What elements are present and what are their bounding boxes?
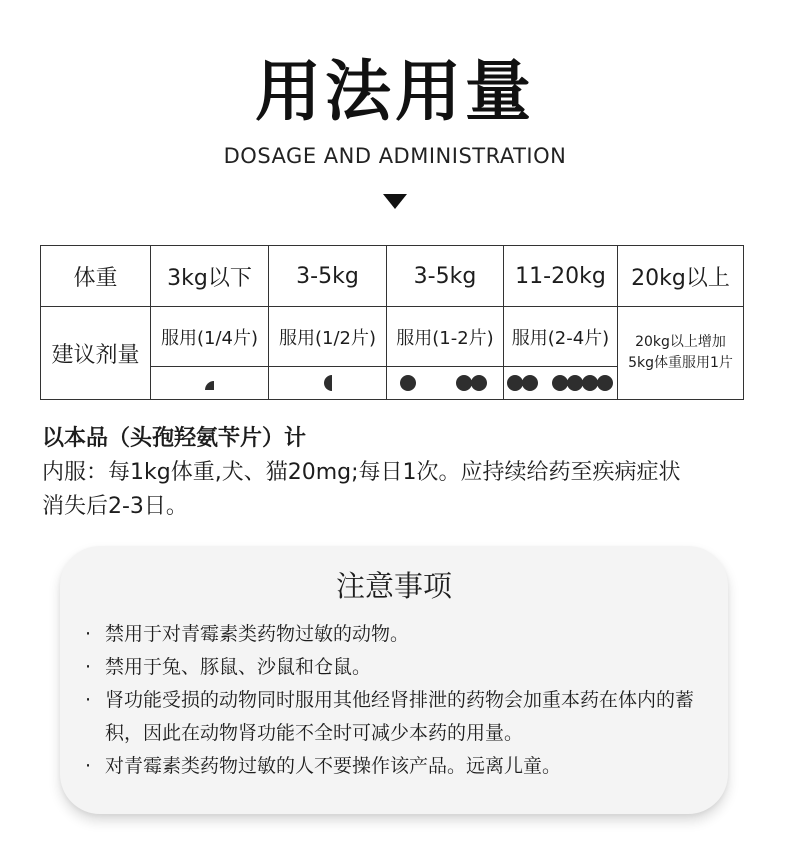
dose-cell: 服用(1/2片) (269, 307, 387, 367)
precautions-list (82, 618, 712, 783)
pill-cell (151, 367, 269, 400)
tablet-group-max (553, 375, 613, 391)
list-item-text: 肾功能受损的动物同时服用其他经肾排泄的药物会加重本药在体内的蓄积，因此在动物肾功能不全时可减少本药的用量。 (105, 689, 695, 744)
dose-cell: 服用(2-4片) (504, 307, 618, 367)
tablet-icon (507, 375, 523, 391)
bullet-icon: · (85, 623, 92, 645)
list-item-text: 禁用于兔、豚鼠、沙鼠和仓鼠。 (105, 656, 372, 678)
list-item-text: 对青霉素类药物过敏的人不要操作该产品。远离儿童。 (105, 755, 562, 777)
tablet-group-max (457, 375, 487, 391)
tablet-icon (552, 375, 568, 391)
tablet-icon (400, 375, 416, 391)
usage-line: 内服：每1kg体重,犬、猫20mg;每日1次。应持续给药至疾病症状 (42, 460, 681, 485)
bullet-icon: · (85, 656, 92, 678)
weight-cell: 3kg以下 (151, 246, 269, 307)
tablet-icon (567, 375, 583, 391)
tablet-group-min (401, 375, 416, 391)
list-item-text: 禁用于对青霉素类药物过敏的动物。 (105, 623, 410, 645)
dose-cell: 服用(1-2片) (387, 307, 504, 367)
dose-note-line: 20kg以上增加 (635, 334, 726, 350)
pill-row (387, 367, 503, 399)
dose-note-line: 5kg体重服用1片 (628, 355, 733, 371)
bullet-icon: · (85, 755, 92, 777)
half-tablet-icon (324, 375, 332, 391)
pill-cell (504, 367, 618, 400)
list-item (82, 651, 712, 684)
pill-row (504, 367, 617, 399)
pill-row (151, 367, 268, 399)
list-item (82, 618, 712, 651)
bullet-icon: · (85, 689, 92, 711)
dosage-table (40, 245, 744, 400)
tablet-icon (471, 375, 487, 391)
tablet-icon (582, 375, 598, 391)
weight-cell: 11-20kg (504, 246, 618, 307)
list-item (82, 684, 712, 750)
precautions-title: 注意事项 (335, 569, 452, 603)
pill-cell (269, 367, 387, 400)
weight-header: 体重 (41, 246, 151, 307)
weight-cell: 3-5kg (387, 246, 504, 307)
quarter-tablet-icon (205, 381, 214, 390)
usage-line: 消失后2-3日。 (42, 494, 188, 519)
weight-cell: 3-5kg (269, 246, 387, 307)
weight-cell: 20kg以上 (618, 246, 744, 307)
page-subtitle: DOSAGE AND ADMINISTRATION (223, 144, 567, 168)
tablet-icon (597, 375, 613, 391)
tablet-icon (522, 375, 538, 391)
page-title: 用法用量 (255, 53, 535, 130)
tablet-icon (456, 375, 472, 391)
dose-header: 建议剂量 (41, 307, 151, 400)
down-arrow-icon (383, 194, 407, 209)
pill-cell (387, 367, 504, 400)
pill-row (269, 367, 386, 399)
dose-note-cell (618, 307, 744, 400)
precautions-card (60, 546, 728, 814)
usage-heading: 以本品（头孢羟氨苄片）计 (42, 426, 307, 451)
tablet-group-min (508, 375, 538, 391)
dose-cell: 服用(1/4片) (151, 307, 269, 367)
list-item (82, 750, 712, 783)
